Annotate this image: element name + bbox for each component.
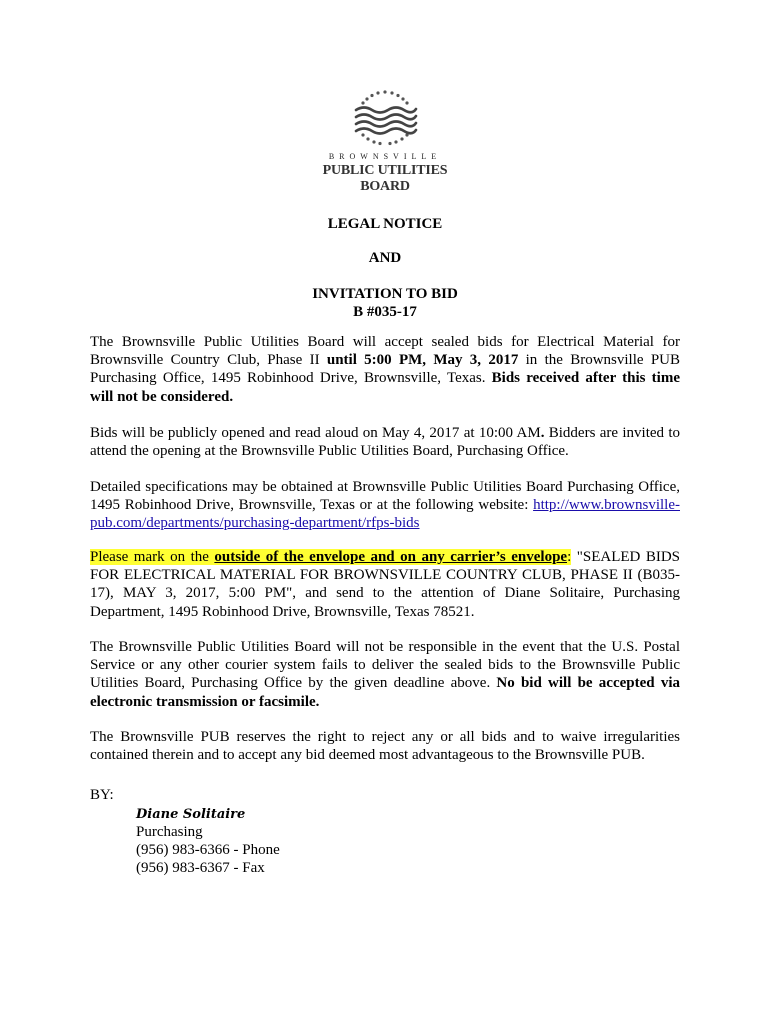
fax-number: (956) 983-6367 - Fax — [136, 860, 265, 876]
deadline: until 5:00 PM, May 3, 2017 — [326, 352, 519, 369]
signature-by: BY: — [90, 787, 114, 803]
late-bids-warning: Bids received after this time will not be considered. — [90, 370, 680, 405]
highlighted-text: Please mark on the — [90, 549, 215, 565]
paragraph-bid-deadline — [90, 333, 680, 406]
paragraph-reservation — [90, 728, 680, 764]
phone-number: (956) 983-6366 - Phone — [136, 842, 280, 858]
envelope-instruction: outside of the envelope and on any carrier’s envelope — [214, 549, 568, 565]
water-waves-icon — [350, 88, 420, 150]
text: The Brownsville PUB reserves the right to reject any or all bids and to waive irregularities contained therein and to accept any bid deemed most advantageous to the Brownsville PUB. — [90, 729, 680, 764]
text: Bids will be publicly opened and read aloud on May 4, 2017 at 10:00 AM — [90, 425, 541, 441]
no-electronic-bids: No bid will be accepted via electronic transmission or facsimile. — [90, 675, 680, 710]
notice-conjunction: AND — [368, 250, 402, 266]
logo-organization-text: PUBLIC UTILITIES BOARD — [322, 163, 448, 194]
text: Detailed specifications may be obtained at Brownsville Public Utilities Board Purchasing Office, 1495 Robinhood Drive, Brownsville, Texas or at the following website: — [90, 479, 680, 514]
paragraph-specifications — [90, 478, 680, 533]
signature-name — [136, 805, 245, 824]
text: The Brownsville Public Utilities Board will not be responsible in the event that the U.S. Postal Service or any other courier system fails to deliver the sealed bids to the Brownsville Public Utilities Board, Purchasing Office by the given deadline above. — [90, 639, 680, 692]
text: Bidders are invited to attend the opening at the Brownsville Public Utilities Board, Purchasing Office. — [90, 425, 680, 460]
paragraph-envelope-marking — [90, 548, 680, 621]
paragraph-bid-opening — [90, 424, 680, 460]
logo-city-text: BROWNSVILLE — [328, 152, 442, 161]
pub-logo — [300, 88, 470, 194]
paragraph-liability — [90, 638, 680, 711]
signature-title: Purchasing — [136, 824, 203, 840]
text: . — [540, 425, 545, 441]
text: in the Brownsville PUB Purchasing Office, 1495 Robinhood Drive, Brownsville, Texas. — [90, 352, 680, 387]
highlighted-text: : — [567, 549, 572, 565]
specifications-link[interactable]: http://www.brownsville-pub.com/departments/purchasing-department/rfps-bids — [90, 497, 680, 532]
text: "SEALED BIDS FOR ELECTRICAL MATERIAL FOR BROWNSVILLE COUNTRY CLUB, PHASE II (B035-17), MAY 3, 2017, 5:00 PM", and send to the attention of Diane Solitaire, Purchasing Department, 1495 Robinhood Drive, Brownsville, Texas 78521. — [90, 549, 681, 620]
text: The Brownsville Public Utilities Board will accept sealed bids for Electrical Material for Brownsville Country Club, Phase II — [90, 334, 680, 369]
signature-script: Diane Solitaire — [136, 807, 246, 822]
notice-title: LEGAL NOTICE — [327, 216, 443, 232]
invitation-title: INVITATION TO BID — [312, 286, 458, 302]
bid-number: B #035-17 — [353, 304, 417, 320]
